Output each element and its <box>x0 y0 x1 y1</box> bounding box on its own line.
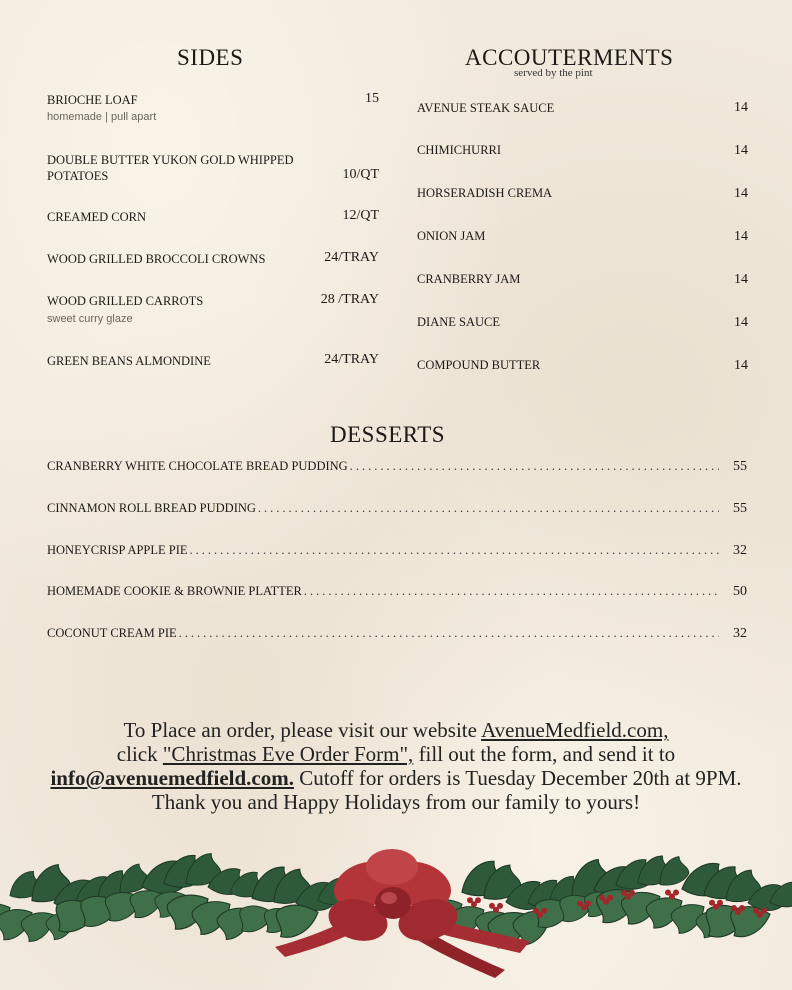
acc-price-cranberry-jam: 14 <box>734 272 748 287</box>
dessert-price: 32 <box>733 543 747 558</box>
dot-leader <box>190 543 719 558</box>
side-price-green-beans: 24/TRAY <box>324 352 379 367</box>
side-item-green-beans: GREEN BEANS ALMONDINE <box>47 354 211 368</box>
acc-price-onion-jam: 14 <box>734 229 748 244</box>
dessert-row <box>47 501 747 519</box>
dessert-price: 32 <box>733 626 747 641</box>
dessert-price: 55 <box>733 501 747 516</box>
dot-leader <box>350 459 719 474</box>
side-desc-carrots: sweet curry glaze <box>47 313 133 325</box>
accouterments-subtitle: served by the pint <box>514 67 593 79</box>
sides-heading: SIDES <box>177 45 244 70</box>
acc-price-compound-butter: 14 <box>734 358 748 373</box>
holly-berry <box>497 903 503 909</box>
acc-item-compound-butter: COMPOUND BUTTER <box>417 358 541 372</box>
side-price-creamed-corn: 12/QT <box>342 208 379 223</box>
side-price-broccoli: 24/TRAY <box>324 250 379 265</box>
dot-leader <box>179 626 719 641</box>
holly-berry <box>475 897 481 903</box>
dot-leader <box>304 584 719 599</box>
accouterments-heading: ACCOUTERMENTS <box>465 45 674 70</box>
instructions-text-3: fill out the form, and send it to <box>413 742 676 766</box>
holly-berry <box>761 908 767 914</box>
dessert-price: 50 <box>733 584 747 599</box>
dessert-row <box>47 584 747 602</box>
dessert-name: COCONUT CREAM PIE <box>47 626 177 640</box>
side-price-carrots: 28 /TRAY <box>320 292 379 307</box>
holly-berry <box>541 908 547 914</box>
thanks-text: Thank you and Happy Holidays from our family to yours! <box>151 790 641 814</box>
side-price-potatoes: 10/QT <box>342 167 379 182</box>
dessert-price: 55 <box>733 459 747 474</box>
side-item-potatoes <box>47 152 294 184</box>
side-item-potatoes-line1: DOUBLE BUTTER YUKON GOLD WHIPPED <box>47 153 294 167</box>
acc-item-cranberry-jam: CRANBERRY JAM <box>417 272 521 286</box>
holly-berry <box>607 895 613 901</box>
holly-berry <box>585 900 591 906</box>
acc-item-horseradish: HORSERADISH CREMA <box>417 186 553 200</box>
website-link[interactable]: AvenueMedfield.com, <box>481 718 669 742</box>
order-instructions <box>40 718 752 814</box>
acc-price-diane-sauce: 14 <box>734 315 748 330</box>
side-item-brioche: BRIOCHE LOAF <box>47 93 138 107</box>
holly-berry <box>673 890 679 896</box>
instructions-text-2: click <box>116 742 163 766</box>
email-link[interactable]: info@avenuemedfield.com. <box>50 766 294 790</box>
desserts-heading: DESSERTS <box>330 422 446 447</box>
side-item-carrots: WOOD GRILLED CARROTS <box>47 294 204 308</box>
holly-berry <box>717 900 723 906</box>
cutoff-text: Cutoff for orders is Tuesday December 20th at 9PM. <box>293 766 742 790</box>
dot-leader <box>258 501 719 516</box>
holly-garland-with-bow <box>0 845 792 990</box>
side-item-broccoli: WOOD GRILLED BROCCOLI CROWNS <box>47 252 266 266</box>
acc-price-horseradish: 14 <box>734 186 748 201</box>
dessert-row <box>47 459 747 477</box>
dessert-name: CINNAMON ROLL BREAD PUDDING <box>47 501 256 515</box>
side-item-potatoes-line2: POTATOES <box>47 169 109 183</box>
dessert-row <box>47 543 747 561</box>
side-item-creamed-corn: CREAMED CORN <box>47 210 146 224</box>
bow-knot-highlight <box>381 892 397 904</box>
acc-item-onion-jam: ONION JAM <box>417 229 486 243</box>
order-form-link[interactable]: "Christmas Eve Order Form", <box>162 742 414 766</box>
dessert-name: HONEYCRISP APPLE PIE <box>47 543 188 557</box>
side-desc-brioche: homemade | pull apart <box>47 111 157 123</box>
acc-price-chimichurri: 14 <box>734 143 748 158</box>
acc-item-steak-sauce: AVENUE STEAK SAUCE <box>417 101 555 115</box>
bow-loop <box>366 849 418 885</box>
acc-item-chimichurri: CHIMICHURRI <box>417 143 502 157</box>
acc-price-steak-sauce: 14 <box>734 100 748 115</box>
holly-berry <box>629 890 635 896</box>
side-price-brioche: 15 <box>365 91 379 106</box>
holly-berry <box>739 905 745 911</box>
instructions-text-1: To Place an order, please visit our website <box>123 718 482 742</box>
dessert-name: HOMEMADE COOKIE & BROWNIE PLATTER <box>47 584 302 598</box>
dessert-name: CRANBERRY WHITE CHOCOLATE BREAD PUDDING <box>47 459 348 473</box>
acc-item-diane-sauce: DIANE SAUCE <box>417 315 500 329</box>
dessert-row <box>47 626 747 644</box>
